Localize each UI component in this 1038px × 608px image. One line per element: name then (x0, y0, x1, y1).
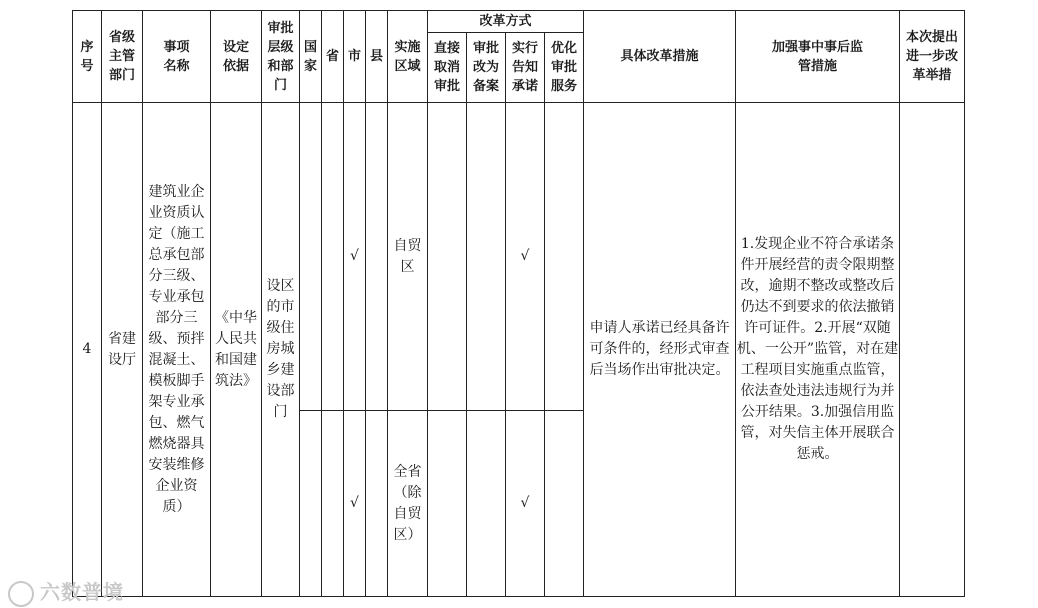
cell-supervision: 1.发现企业不符合承诺条件开展经营的责令限期整改，逾期不整改或整改后仍达不到要求的依法撤销许可证件。2.开展“双随机、一公开”监管，对在建工程项目实施重点监管，依法查处违法违规行为并公开结果。3.加强信用监管，对失信主体开展联合惩戒。 (736, 103, 900, 597)
cell-mode-promise-2: √ (506, 411, 545, 597)
cell-mode-record-1 (467, 103, 506, 411)
reform-table (72, 10, 965, 597)
header-item: 事项名称 (143, 11, 211, 103)
header-mode-promise: 实行告知承诺 (506, 33, 545, 103)
cell-county-2 (366, 411, 388, 597)
cell-province-2 (322, 411, 344, 597)
header-basis: 设定依据 (211, 11, 262, 103)
header-level: 审批层级和部门 (262, 11, 300, 103)
cell-seq: 4 (73, 103, 102, 597)
cell-province-1 (322, 103, 344, 411)
watermark (8, 576, 124, 607)
cell-city-2: √ (344, 411, 366, 597)
header-area: 实施区域 (388, 11, 428, 103)
cell-mode-cancel-2 (428, 411, 467, 597)
cell-national-2 (300, 411, 322, 597)
cell-area-1: 自贸区 (388, 103, 428, 411)
header-seq: 序号 (73, 11, 102, 103)
header-county: 县 (366, 11, 388, 103)
cell-city-1: √ (344, 103, 366, 411)
header-measures: 具体改革措施 (584, 11, 736, 103)
header-mode-optimize: 优化审批服务 (545, 33, 584, 103)
cell-item: 建筑业企业资质认定（施工总承包部分三级、专业承包部分三级、预拌混凝土、模板脚手架专业承包、燃气燃烧器具安装维修企业资质） (143, 103, 211, 597)
cell-measures: 申请人承诺已经具备许可条件的，经形式审查后当场作出审批决定。 (584, 103, 736, 597)
header-mode-cancel: 直接取消审批 (428, 33, 467, 103)
cell-level: 设区的市级住房城乡建设部门 (262, 103, 300, 597)
cell-mode-cancel-1 (428, 103, 467, 411)
watermark-logo-icon (8, 581, 34, 607)
cell-county-1 (366, 103, 388, 411)
cell-basis: 《中华人民共和国建筑法》 (211, 103, 262, 597)
cell-national-1 (300, 103, 322, 411)
cell-mode-promise-1: √ (506, 103, 545, 411)
header-province: 省 (322, 11, 344, 103)
header-mode-record: 审批改为备案 (467, 33, 506, 103)
header-reform-mode: 改革方式 (428, 11, 584, 33)
cell-area-2: 全省（除自贸区） (388, 411, 428, 597)
cell-mode-optimize-1 (545, 103, 584, 411)
header-dept: 省级主管部门 (102, 11, 143, 103)
watermark-text: 六数普境 (40, 580, 124, 604)
cell-mode-record-2 (467, 411, 506, 597)
header-national: 国家 (300, 11, 322, 103)
cell-mode-optimize-2 (545, 411, 584, 597)
header-further: 本次提出进一步改革举措 (900, 11, 965, 103)
cell-dept: 省建设厅 (102, 103, 143, 597)
cell-further (900, 103, 965, 597)
header-city: 市 (344, 11, 366, 103)
header-supervision: 加强事中事后监管措施 (736, 11, 900, 103)
